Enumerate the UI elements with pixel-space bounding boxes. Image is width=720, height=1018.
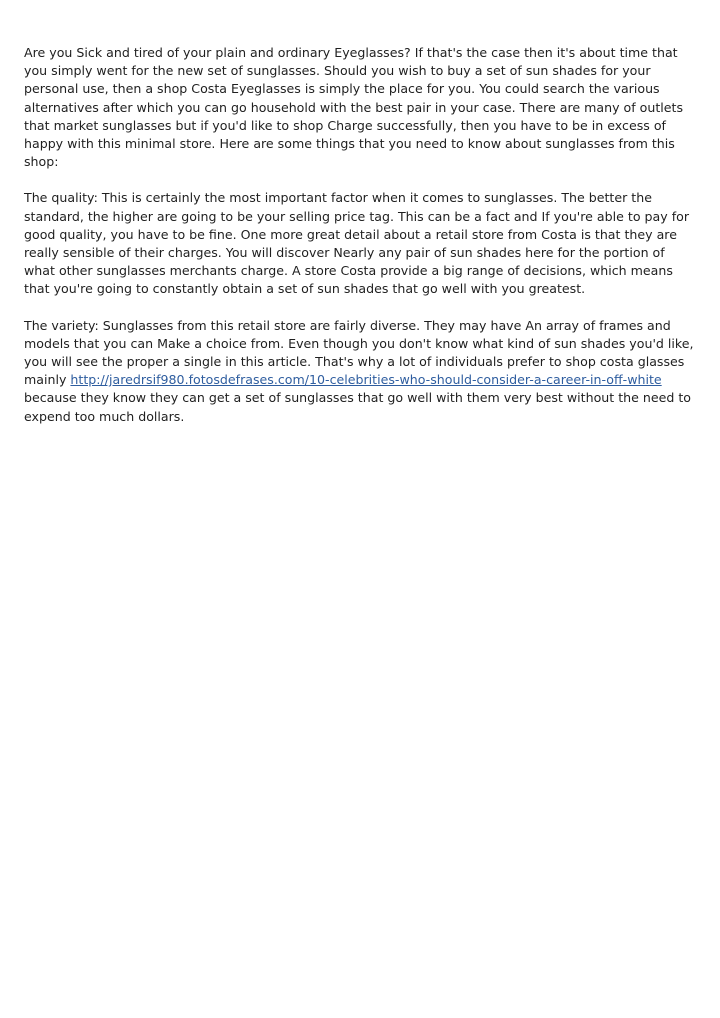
document-body	[24, 44, 696, 444]
paragraph-quality: The quality: This is certainly the most important factor when it comes to sunglasses. The better the standard, the higher are going to be your selling price tag. This can be a fact and If you're able to pay for good quality, you have to be fine. One more great detail about a retail store from Costa is that they are really sensible of their charges. You will discover Nearly any pair of sun shades here for the portion of what other sunglasses merchants charge. A store Costa provide a big range of decisions, which means that you're going to constantly obtain a set of sun shades that go well with you greatest.	[24, 190, 690, 297]
paragraph-variety-text-after: because they know they can get a set of sunglasses that go well with them very best without the need to expend too much dollars.	[24, 390, 692, 424]
paragraph-variety	[24, 317, 696, 426]
article-link[interactable]: http://jaredrsif980.fotosdefrases.com/10-celebrities-who-should-consider-a-career-in-off-white	[70, 372, 662, 388]
paragraph-intro: Are you Sick and tired of your plain and ordinary Eyeglasses? If that's the case then it's about time that you simply went for the new set of sunglasses. Should you wish to buy a set of sun shades for your personal use, then a shop Costa Eyeglasses is simply the place for you. You could search the various alternatives after which you can go household with the best pair in your case. There are many of outlets that market sunglasses but if you'd like to shop Charge successfully, then you have to be in excess of happy with this minimal store. Here are some things that you need to know about sunglasses from this shop:	[24, 45, 684, 170]
paragraph-variety-text-before: The variety: Sunglasses from this retail store are fairly diverse. They may have An array of frames and models that you can Make a choice from. Even though you don't know what kind of sun shades you'd like, you will see the proper a single in this article. That's why a lot of individuals prefer to shop costa glasses mainly	[24, 317, 694, 388]
